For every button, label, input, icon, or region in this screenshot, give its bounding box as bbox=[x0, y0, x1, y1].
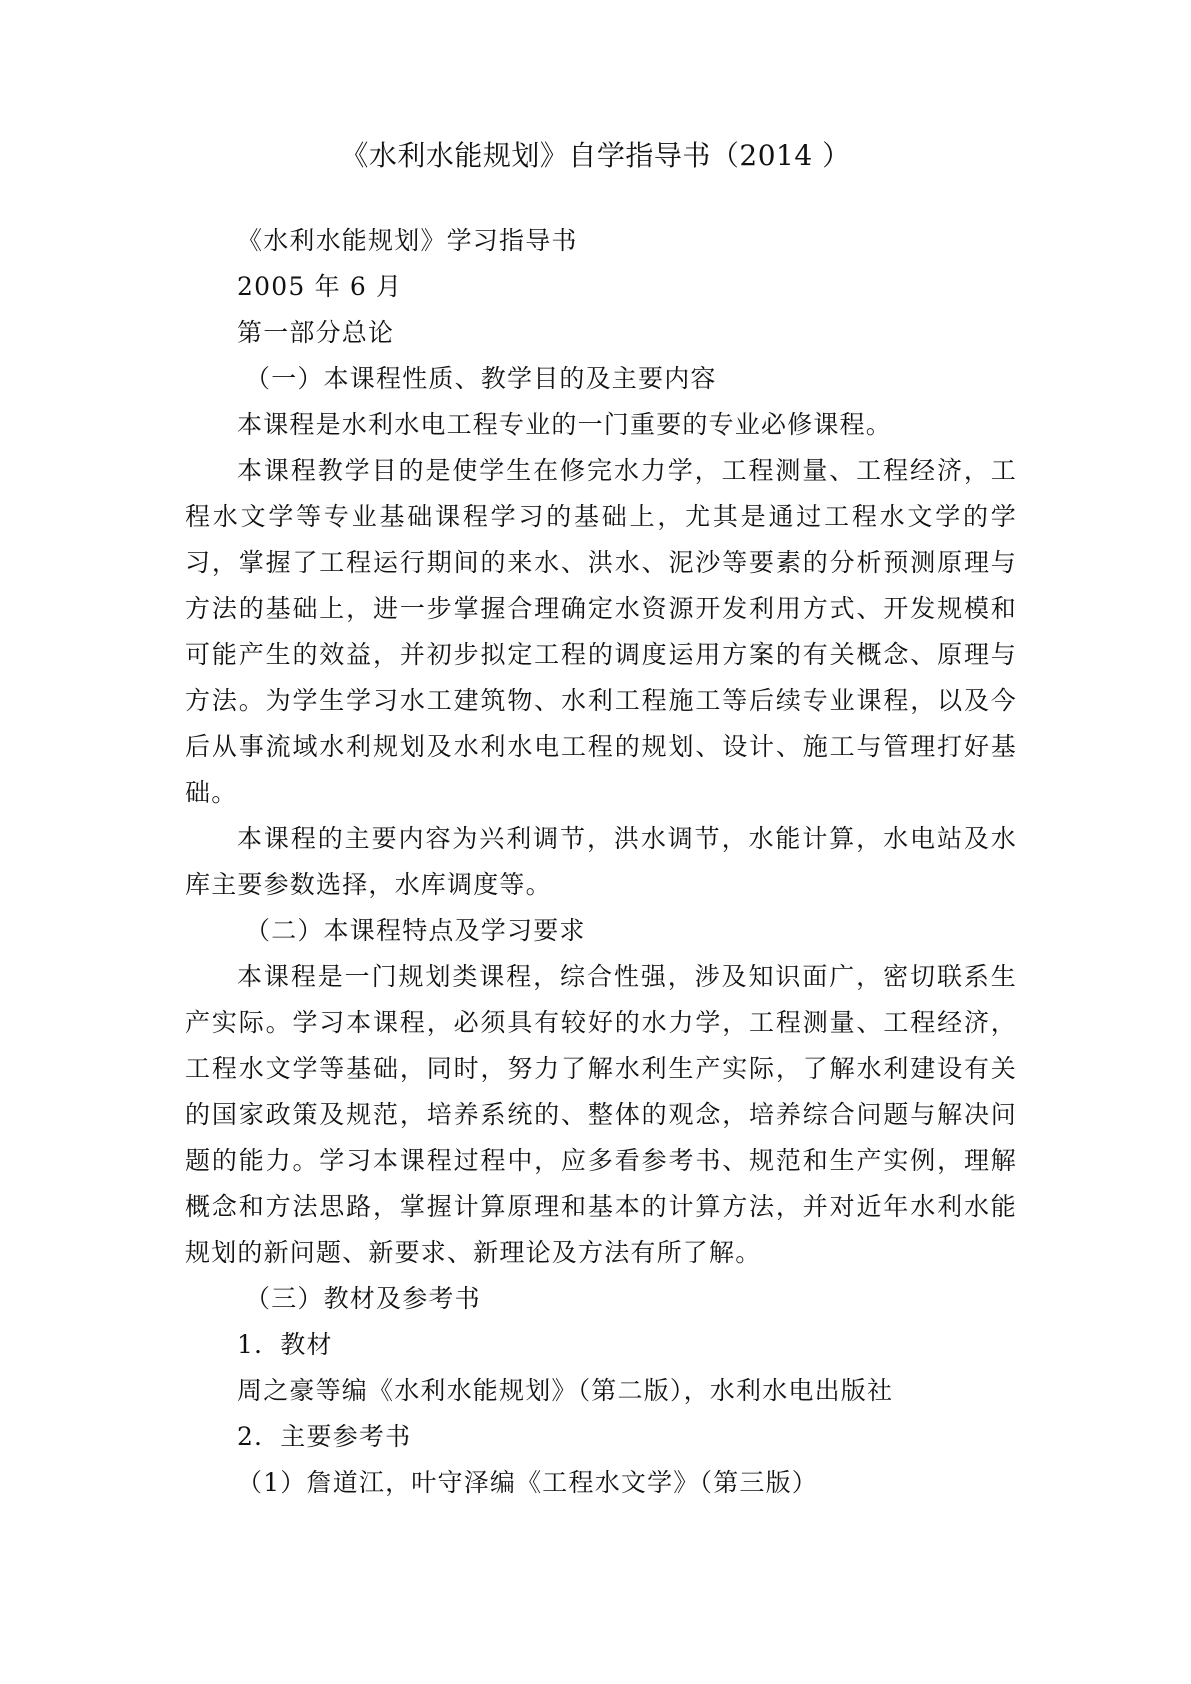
date-paragraph: 2005 年 6 月 bbox=[237, 272, 403, 301]
section-heading-2: （二）本课程特点及学习要求 bbox=[245, 916, 586, 945]
list-heading-references: 2．主要参考书 bbox=[237, 1422, 412, 1451]
body-paragraph: 本课程教学目的是使学生在修完水力学，工程测量、工程经济，工程水文学等专业基础课程学习的基础上，尤其是通过工程水文学的学习，掌握了工程运行期间的来水、洪水、泥沙等要素的分析预测原理与方法的基础上，进一步掌握合理确定水资源开发利用方式、开发规模和可能产生的效益，并初步拟定工程的调度运用方案的有关概念、原理与方法。为学生学习水工建筑物、水利工程施工等后续专业课程，以及今后从事流域水利规划及水利水电工程的规划、设计、施工与管理打好基础。 bbox=[185, 456, 1017, 807]
subtitle-paragraph: 《水利水能规划》学习指导书 bbox=[237, 226, 578, 255]
section-heading-3: （三）教材及参考书 bbox=[245, 1284, 481, 1313]
textbook-entry: 周之豪等编《水利水能规划》（第二版），水利水电出版社 bbox=[237, 1376, 894, 1405]
body-paragraph: 本课程是水利水电工程专业的一门重要的专业必修课程。 bbox=[237, 410, 893, 439]
reference-entry: （1）詹道江，叶守泽编《工程水文学》（第三版） bbox=[237, 1468, 819, 1497]
document-title: 《水利水能规划》自学指导书（2014 ） bbox=[340, 139, 851, 172]
body-paragraph: 本课程是一门规划类课程，综合性强，涉及知识面广，密切联系生产实际。学习本课程，必须具有较好的水力学，工程测量、工程经济，工程水文学等基础，同时，努力了解水利生产实际，了解水利建设有关的国家政策及规范，培养系统的、整体的观念，培养综合问题与解决问题的能力。学习本课程过程中，应多看参考书、规范和生产实例，理解概念和方法思路，掌握计算原理和基本的计算方法，并对近年水利水能规划的新问题、新要求、新理论及方法有所了解。 bbox=[185, 962, 1017, 1267]
section-heading-1: （一）本课程性质、教学目的及主要内容 bbox=[245, 364, 717, 393]
part-heading: 第一部分总论 bbox=[237, 318, 395, 347]
list-heading-textbook: 1．教材 bbox=[237, 1330, 333, 1359]
body-paragraph: 本课程的主要内容为兴利调节，洪水调节，水能计算，水电站及水库主要参数选择，水库调度等。 bbox=[185, 824, 1017, 899]
document-body bbox=[185, 218, 1017, 1506]
